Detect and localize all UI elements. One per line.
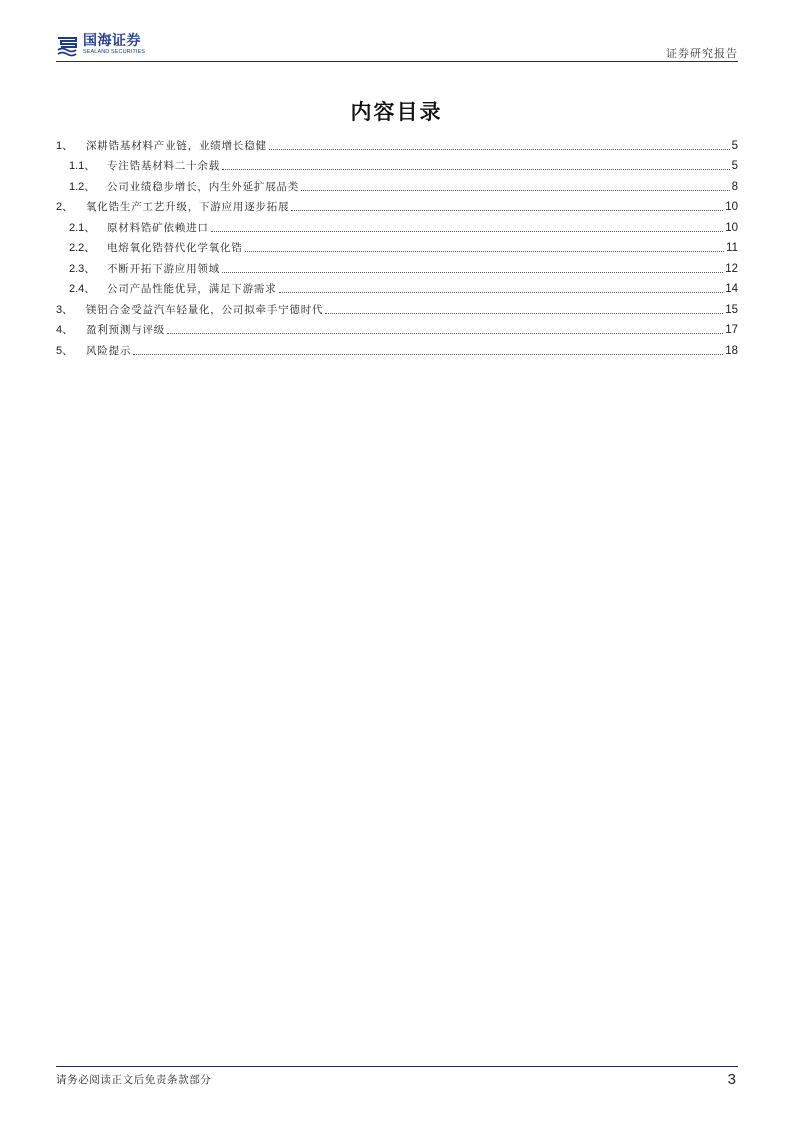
toc-leader-dots	[222, 169, 730, 170]
toc-entry-label: 公司业绩稳步增长，内生外延扩展品类	[107, 180, 300, 193]
toc-entry[interactable]	[56, 337, 738, 358]
toc-entry-page: 15	[725, 303, 738, 316]
toc-entry-number: 5、	[56, 344, 74, 357]
toc-entry-number: 1、	[56, 139, 74, 152]
table-of-contents	[56, 132, 738, 358]
page-title: 内容目录	[350, 99, 443, 124]
toc-entry-page: 8	[731, 180, 738, 193]
page-header	[56, 34, 738, 62]
toc-leader-dots	[325, 313, 723, 314]
toc-entry-page: 10	[725, 201, 738, 213]
logo-chinese-name: 国海证券	[83, 33, 141, 49]
toc-entry-label: 专注锆基材料二十余载	[107, 160, 220, 172]
toc-entry-number: 1.1、	[69, 160, 96, 172]
company-logo	[56, 34, 145, 60]
toc-leader-dots	[279, 292, 724, 293]
toc-entry-page: 11	[726, 242, 738, 254]
disclaimer-note: 请务必阅读正文后免责条款部分	[56, 1074, 212, 1086]
toc-entry-page: 18	[725, 344, 738, 357]
toc-entry-page: 10	[725, 221, 738, 234]
toc-entry-page: 14	[725, 283, 738, 295]
toc-entry-label: 风险提示	[86, 344, 132, 357]
toc-entry-number: 2.1、	[69, 221, 96, 234]
toc-entry-label: 不断开拓下游应用领域	[107, 262, 220, 275]
toc-leader-dots	[301, 190, 729, 191]
toc-entry[interactable]	[56, 214, 738, 235]
toc-entry-number: 2.2、	[69, 242, 96, 254]
toc-leader-dots	[211, 231, 724, 232]
toc-entry-label: 镁铝合金受益汽车轻量化，公司拟牵手宁德时代	[86, 303, 324, 316]
toc-entry-page: 17	[725, 324, 738, 336]
toc-entry-page: 5	[731, 139, 738, 152]
toc-entry-label: 氧化锆生产工艺升级，下游应用逐步拓展	[86, 201, 290, 213]
toc-entry[interactable]	[56, 317, 738, 338]
toc-leader-dots	[269, 149, 730, 150]
toc-leader-dots	[167, 333, 723, 334]
sealand-logo-icon	[56, 35, 78, 57]
page-footer	[56, 1066, 738, 1096]
toc-entry[interactable]	[56, 235, 738, 256]
toc-entry-label: 盈利预测与评级	[86, 324, 166, 336]
toc-entry[interactable]	[56, 132, 738, 153]
toc-leader-dots	[245, 251, 724, 252]
toc-entry[interactable]	[56, 255, 738, 276]
toc-entry-number: 3、	[56, 303, 74, 316]
toc-entry[interactable]	[56, 276, 738, 297]
toc-entry-number: 4、	[56, 324, 74, 336]
toc-entry-label: 原材料锆矿依赖进口	[107, 221, 209, 234]
toc-leader-dots	[291, 210, 723, 211]
toc-entry-label: 深耕锆基材料产业链，业绩增长稳健	[86, 139, 267, 152]
toc-entry-page: 5	[731, 160, 738, 172]
toc-entry[interactable]	[56, 194, 738, 215]
toc-entry[interactable]	[56, 173, 738, 194]
toc-entry-number: 2.3、	[69, 262, 96, 275]
logo-text	[83, 34, 145, 56]
toc-leader-dots	[222, 272, 723, 273]
toc-entry-number: 1.2、	[69, 180, 96, 193]
page-number: 3	[727, 1071, 736, 1088]
toc-entry-page: 12	[725, 262, 738, 275]
toc-entry-number: 2.4、	[69, 283, 96, 295]
toc-entry-label: 公司产品性能优异，满足下游需求	[107, 283, 277, 295]
toc-entry[interactable]	[56, 153, 738, 174]
report-type-label: 证券研究报告	[666, 47, 738, 60]
toc-leader-dots	[133, 354, 723, 355]
toc-entry-number: 2、	[56, 201, 74, 213]
toc-entry[interactable]	[56, 296, 738, 317]
toc-entry-label: 电熔氧化锆替代化学氧化锆	[107, 242, 243, 254]
logo-english-name: SEALAND SECURITIES	[83, 49, 146, 55]
